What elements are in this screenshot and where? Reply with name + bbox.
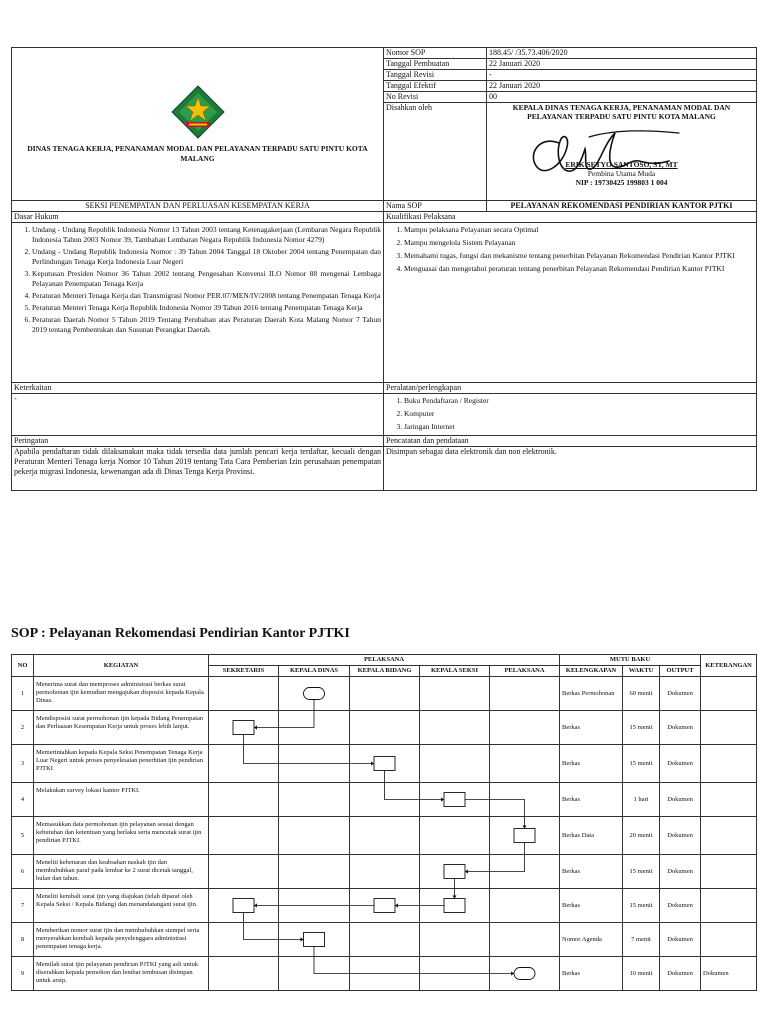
kualifikasi-list-cell	[384, 223, 757, 383]
actor-cell	[279, 711, 350, 745]
row-waktu: 15 menit	[623, 889, 660, 923]
actor-cell	[420, 783, 490, 817]
actor-cell	[490, 745, 560, 783]
row-kelengkapan: Berkas	[560, 745, 623, 783]
dasar-hukum-item: 5. Peraturan Menteri Tenaga Kerja Republik Indonesia Nomor 39 Tahun 2016 tentang Penempatan Tenaga Kerja	[32, 303, 381, 313]
sop-title: SOP : Pelayanan Rekomendasi Pendirian Kantor PJTKI	[11, 626, 350, 641]
actor-cell	[420, 957, 490, 991]
header-kepala-dinas: KEPALA DINAS	[279, 666, 350, 677]
header-kepala-seksi: KEPALA SEKSI	[420, 666, 490, 677]
row-kegiatan: Menerima surat dan memproses administrasi berkas surat permohonan ijin kemudian mengajukan disposisi kepada Kepala Dinas.	[34, 677, 209, 711]
row-keterangan	[701, 711, 757, 745]
row-kelengkapan: Nomor Agenda	[560, 923, 623, 957]
peralatan-list-cell	[384, 394, 757, 436]
dasar-hukum-item: 6. Peraturan Daerah Nomor 5 Tahun 2019 Tentang Perubahan atas Peraturan Daerah Kota Malang Nomor 7 Tahun 2019 tentang Pembentukan dan Susunan Perangkat Daerah.	[32, 315, 381, 335]
actor-cell	[420, 677, 490, 711]
row-number: 5	[12, 817, 34, 855]
row-kegiatan: Melakukan survey lokasi kantor PJTKI.	[34, 783, 209, 817]
row-waktu: 15 menit	[623, 711, 660, 745]
label-tanggal-revisi: Tanggal Revisi	[384, 70, 487, 81]
row-kegiatan: Meneliti kebenaran dan keabsahan naskah ijin dan membubuhkan paraf pada lembar ke 2 surat dicetak tanggal, bulan dan tahun.	[34, 855, 209, 889]
label-kualifikasi: Kualifikasi Pelaksana	[384, 212, 757, 223]
header-kepala-bidang: KEPALA BIDANG	[350, 666, 420, 677]
header-mutu-baku: MUTU BAKU	[560, 655, 701, 666]
value-nama-sop: PELAYANAN REKOMENDASI PENDIRIAN KANTOR PJTKI	[487, 201, 757, 212]
label-disahkan-oleh: Disahkan oleh	[384, 103, 487, 201]
row-kelengkapan: Berkas	[560, 711, 623, 745]
flow-row	[12, 711, 757, 745]
row-output: Dokumen	[660, 923, 701, 957]
actor-cell	[209, 783, 279, 817]
sop-info-table	[11, 47, 757, 491]
row-waktu: 20 menit	[623, 817, 660, 855]
label-tanggal-pembuatan: Tanggal Pembuatan	[384, 59, 487, 70]
kualifikasi-item: 3. Memahami tugas, fungsi dan mekanisme tentang penerbitan Pelayanan Rekomendasi Pendirian Kantor PJTKI	[404, 251, 754, 261]
actor-cell	[490, 783, 560, 817]
actor-cell	[209, 711, 279, 745]
actor-cell	[420, 923, 490, 957]
peralatan-item: 3. Jaringan Internet	[404, 422, 754, 432]
row-number: 1	[12, 677, 34, 711]
row-output: Dokumen	[660, 745, 701, 783]
actor-cell	[490, 711, 560, 745]
label-peralatan: Peralatan/perlengkapan	[384, 383, 757, 394]
row-keterangan	[701, 677, 757, 711]
actor-cell	[350, 889, 420, 923]
dasar-hukum-item: 4. Peraturan Menteri Tenaga Kerja dan Transmigrasi Nomor PER.07/MEN/IV/2008 tentang Penempatan Tenaga Kerja	[32, 291, 381, 301]
row-kegiatan: Memilah surat ijin pelayanan pendirian PJTKI yang asli untuk diserahkan kepada pemohon dan lembar tembusan disimpan untuk arsip.	[34, 957, 209, 991]
dasar-hukum-list	[14, 225, 381, 335]
agency-cell	[12, 48, 384, 201]
actor-cell	[209, 957, 279, 991]
approver-title: KEPALA DINAS TENAGA KERJA, PENANAMAN MODAL DAN PELAYANAN TERPADU SATU PINTU KOTA MALANG	[512, 103, 731, 121]
value-tanggal-efektif: 22 Januari 2020	[487, 81, 757, 92]
actor-cell	[350, 677, 420, 711]
flow-row	[12, 783, 757, 817]
actor-cell	[490, 957, 560, 991]
row-waktu: 15 menit	[623, 745, 660, 783]
header-keterangan: KETERANGAN	[701, 655, 757, 677]
header-kegiatan: KEGIATAN	[34, 655, 209, 677]
agency-name: DINAS TENAGA KERJA, PENANAMAN MODAL DAN PELAYANAN TERPADU SATU PINTU KOTA MALANG	[27, 144, 368, 163]
actor-cell	[209, 889, 279, 923]
value-tanggal-pembuatan: 22 Januari 2020	[487, 59, 757, 70]
dasar-hukum-item: 2. Undang - Undang Republik Indonesia Nomor : 39 Tahun 2004 Tanggal 18 Oktober 2004 tentang Penempatan dan Perlindungan Tenaga Kerja Indonesia Luar Negeri	[32, 247, 381, 267]
row-kelengkapan: Berkas	[560, 957, 623, 991]
header-no: NO	[12, 655, 34, 677]
row-kegiatan: Mendisposisi surat permohonan ijin kepada Bidang Penempatan dan Perluasan Kesempatan Kerja untuk proses lebih lanjut.	[34, 711, 209, 745]
flow-row	[12, 889, 757, 923]
dasar-hukum-item: 3. Keputusan Presiden Nomor 36 Tahun 2002 tentang Pengesahan Konvensi ILO Nomor 88 mengenai Lembaga Pelayanan Penempatan Tenaga Kerja	[32, 269, 381, 289]
actor-cell	[490, 677, 560, 711]
row-keterangan	[701, 923, 757, 957]
actor-cell	[279, 677, 350, 711]
row-kelengkapan: Berkas Permohonan	[560, 677, 623, 711]
row-number: 7	[12, 889, 34, 923]
row-kelengkapan: Berkas	[560, 855, 623, 889]
label-dasar-hukum: Dasar Hukum	[12, 212, 384, 223]
row-keterangan	[701, 889, 757, 923]
actor-cell	[350, 923, 420, 957]
actor-cell	[279, 923, 350, 957]
kualifikasi-item: 1. Mampu pelaksana Pelayanan secara Optimal	[404, 225, 754, 235]
row-keterangan	[701, 745, 757, 783]
actor-cell	[420, 817, 490, 855]
row-number: 8	[12, 923, 34, 957]
row-keterangan	[701, 855, 757, 889]
row-kegiatan: Memerintahkan kepada Kepala Seksi Penempatan Tenaga Kerja Luar Negeri untuk proses penyelesaian penerbitan ijin pendirian PJTKI	[34, 745, 209, 783]
actor-cell	[279, 855, 350, 889]
row-output: Dokumen	[660, 817, 701, 855]
section-name: SEKSI PENEMPATAN DAN PERLUASAN KESEMPATAN KERJA	[12, 201, 384, 212]
header-sekretaris: SEKRETARIS	[209, 666, 279, 677]
label-nama-sop: Nama SOP	[384, 201, 487, 212]
peralatan-item: 1. Buku Pendaftaran / Register	[404, 396, 754, 406]
kualifikasi-item: 2. Mampu mengelola Sistem Pelayanan	[404, 238, 754, 248]
label-no-revisi: No Revisi	[384, 92, 487, 103]
dasar-hukum-list-cell	[12, 223, 384, 383]
value-no-revisi: 00	[487, 92, 757, 103]
flow-row	[12, 923, 757, 957]
row-number: 2	[12, 711, 34, 745]
row-kegiatan: Memasukkan data permohonan ijin pelayanan sesuai dengan kebutuhan dan ketentuan yang berlaku serta mencetak surat ijin pendirian PJTKI.	[34, 817, 209, 855]
row-waktu: 10 menit	[623, 957, 660, 991]
actor-cell	[490, 923, 560, 957]
value-pencatatan: Disimpan sebagai data elektronik dan non elektronik.	[384, 447, 757, 491]
row-output: Dokumen	[660, 783, 701, 817]
row-keterangan: Dokumen	[701, 957, 757, 991]
flow-row	[12, 855, 757, 889]
peralatan-item: 2. Komputer	[404, 409, 754, 419]
row-output: Dokumen	[660, 957, 701, 991]
row-kegiatan: Memberikan nomor surat ijin dan membubuhkan stempel serta menyerahkan kembali kepada penyelenggara administrasi penempatan tenaga kerja.	[34, 923, 209, 957]
header-waktu: WAKTU	[623, 666, 660, 677]
row-kelengkapan: Berkas	[560, 783, 623, 817]
row-waktu: 15 menit	[623, 855, 660, 889]
row-keterangan	[701, 817, 757, 855]
row-output: Dokumen	[660, 711, 701, 745]
value-peringatan: Apabila pendaftaran tidak dilaksanakan maka tidak tersedia data jumlah pencari kerja terdaftar, kecuali dengan Peraturan Menteri Tenaga kerja Nomor 10 Tahun 2019 tentang Tata Cara Pemberian Izin perusahaan penempatan pekerja migrasi Indonesia, kewenangan ada di Dinas Tenga Kerja Provinsi.	[12, 447, 384, 491]
flow-row	[12, 677, 757, 711]
label-keterkaitan: Keterkaitan	[12, 383, 384, 394]
actor-cell	[279, 957, 350, 991]
actor-cell	[420, 745, 490, 783]
actor-cell	[350, 957, 420, 991]
kota-malang-logo-icon	[170, 84, 226, 140]
row-kegiatan: Meneliti kembali surat ijin yang diajukan (telah diparaf oleh Kepala Seksi / Kepala Bidang) dan menandatangani surat ijin.	[34, 889, 209, 923]
sop-flow-table	[11, 654, 757, 991]
approver-rank: Pembina Utama Muda	[587, 169, 656, 178]
header-pelaksana-col: PELAKSANA	[490, 666, 560, 677]
row-output: Dokumen	[660, 855, 701, 889]
kualifikasi-item: 4. Menguasai dan mengetahui peraturan tentang penerbitan Pelayanan Rekomendasi Pendirian Kantor PJTKI	[404, 264, 754, 274]
flow-row	[12, 957, 757, 991]
approver-nip: NIP : 19730425 199803 1 004	[575, 178, 668, 187]
actor-cell	[350, 711, 420, 745]
row-output: Dokumen	[660, 889, 701, 923]
actor-cell	[420, 711, 490, 745]
row-output: Dokumen	[660, 677, 701, 711]
header-output: OUTPUT	[660, 666, 701, 677]
actor-cell	[420, 889, 490, 923]
row-number: 4	[12, 783, 34, 817]
value-tanggal-revisi: -	[487, 70, 757, 81]
row-number: 9	[12, 957, 34, 991]
row-number: 6	[12, 855, 34, 889]
value-keterkaitan: -	[12, 394, 384, 436]
actor-cell	[279, 817, 350, 855]
row-waktu: 60 menit	[623, 677, 660, 711]
actor-cell	[350, 745, 420, 783]
flow-row	[12, 745, 757, 783]
actor-cell	[350, 783, 420, 817]
actor-cell	[490, 817, 560, 855]
row-waktu: 7 menit	[623, 923, 660, 957]
flow-row	[12, 817, 757, 855]
row-kelengkapan: Berkas	[560, 889, 623, 923]
row-keterangan	[701, 783, 757, 817]
approver-cell	[487, 103, 757, 201]
actor-cell	[209, 817, 279, 855]
approver-name: ERIK SETYO SANTOSO, ST, MT	[565, 160, 678, 169]
actor-cell	[350, 855, 420, 889]
kualifikasi-list	[386, 225, 754, 274]
row-waktu: 1 hari	[623, 783, 660, 817]
actor-cell	[209, 923, 279, 957]
value-nomor-sop: 188.45/ /35.73.406/2020	[487, 48, 757, 59]
actor-cell	[209, 677, 279, 711]
label-pencatatan: Pencatatan dan pendataan	[384, 436, 757, 447]
actor-cell	[490, 889, 560, 923]
header-pelaksana: PELAKSANA	[209, 655, 560, 666]
row-kelengkapan: Berkas Data	[560, 817, 623, 855]
label-peringatan: Peringatan	[12, 436, 384, 447]
actor-cell	[209, 745, 279, 783]
dasar-hukum-item: 1. Undang - Undang Republik Indonesia Nomor 13 Tahun 2003 tentang Ketenagakerjaan (Lembaran Negara Republik Indonesia Tahun 2003 Nomor 39, Tambahan Lembaran Negara Republik Indonesia Nomor 4279)	[32, 225, 381, 245]
actor-cell	[209, 855, 279, 889]
actor-cell	[279, 783, 350, 817]
label-nomor-sop: Nomor SOP	[384, 48, 487, 59]
actor-cell	[350, 817, 420, 855]
row-number: 3	[12, 745, 34, 783]
actor-cell	[279, 889, 350, 923]
peralatan-list	[386, 396, 754, 432]
header-kelengkapan: KELENGKAPAN	[560, 666, 623, 677]
label-tanggal-efektif: Tanggal Efektif	[384, 81, 487, 92]
actor-cell	[279, 745, 350, 783]
actor-cell	[490, 855, 560, 889]
actor-cell	[420, 855, 490, 889]
